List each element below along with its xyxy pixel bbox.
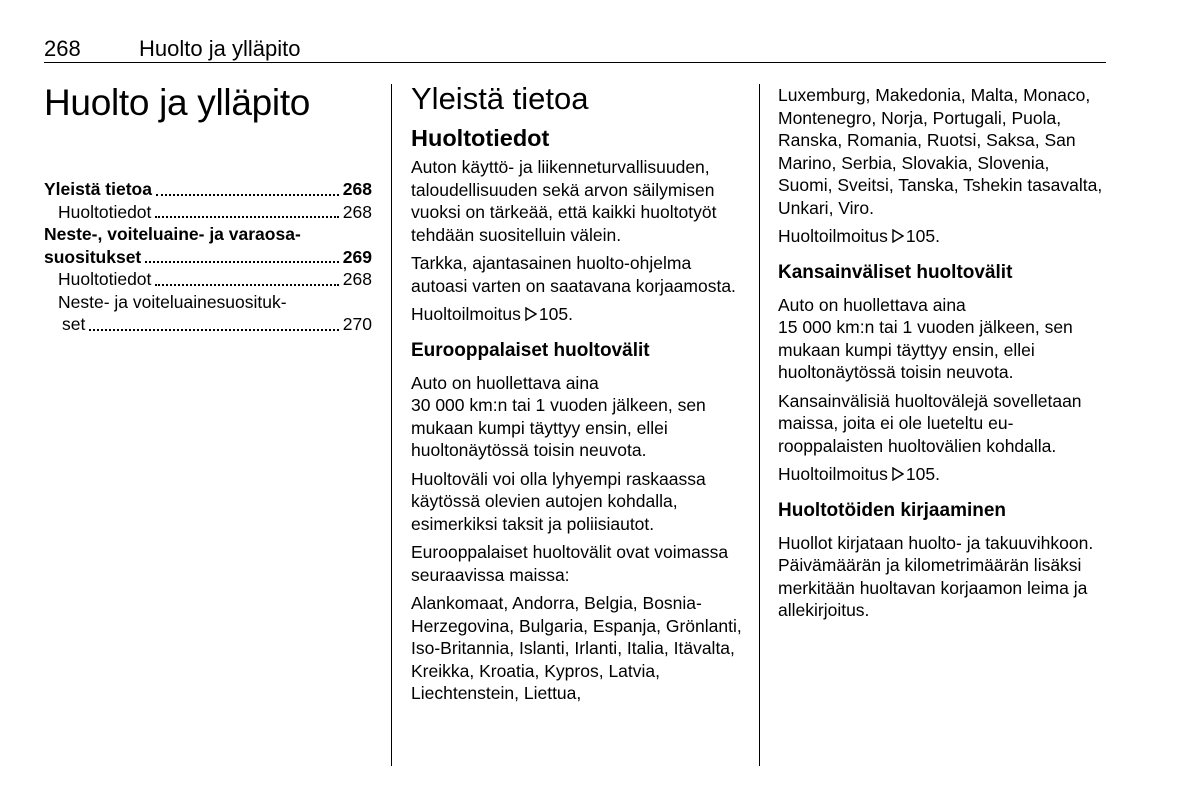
heading-service-records: Huoltotöiden kirjaaminen bbox=[778, 499, 1007, 521]
cross-reference-text: Huoltoilmoitus bbox=[778, 226, 888, 246]
page-header bbox=[44, 30, 1106, 63]
paragraph-line: Auto on huollettava aina bbox=[411, 372, 599, 393]
toc-entry-label: Huoltotiedot bbox=[58, 269, 152, 289]
toc-entry-label-line1[interactable]: Neste-, voiteluaine- ja varaosa- bbox=[44, 224, 301, 244]
toc-entry-label: Yleistä tietoa bbox=[44, 179, 152, 199]
subsection-title: Huoltotiedot bbox=[411, 125, 550, 151]
cross-reference-page: 105. bbox=[905, 464, 940, 484]
running-title: Huolto ja ylläpito bbox=[139, 36, 301, 61]
paragraph-country-list: Alankomaat, Andorra, Belgia, Bosnia-Herzegovina, Bulgaria, Espanja, Grönlanti, Iso-Britannia, Islanti, Irlanti, Italia, Itävalta, Kreikka, Kroatia, Kypros, Latvia, Liechtenstein, Liettua, bbox=[411, 593, 742, 703]
paragraph: Huollot kirjataan huolto- ja takuuvihkoon. Päivämäärän ja kilometrimäärän lisäksi merkitään huoltavan korjaamon leima ja allekirjoitus. bbox=[778, 532, 1094, 620]
column-divider bbox=[759, 84, 760, 766]
cross-reference[interactable] bbox=[411, 303, 745, 326]
cross-reference-text: Huoltoilmoitus bbox=[411, 304, 521, 324]
page-number: 268 bbox=[44, 36, 81, 61]
paragraph bbox=[411, 372, 745, 462]
toc-entry-label: suositukset bbox=[44, 246, 142, 267]
toc-entry-page: 268 bbox=[342, 269, 372, 289]
toc-entry-voiteluainesuositukset[interactable] bbox=[44, 313, 372, 336]
page-reference-arrow-icon bbox=[892, 467, 904, 481]
cross-reference-page: 105. bbox=[905, 226, 940, 246]
toc-entry-page: 268 bbox=[342, 201, 372, 222]
paragraph-country-list: Luxemburg, Makedonia, Malta, Monaco, Montenegro, Norja, Portugali, Puola, Ranska, Romania, Ruotsi, Saksa, San Marino, Serbia, Slovakia, Slovenia, Suomi, Sveitsi, Tanska, Tshekin tasavalta, Unkari, Viro. bbox=[778, 85, 1103, 218]
paragraph: Kansainvälisiä huoltovälejä sovelletaan maissa, joita ei ole lueteltu eurooppalaisten huoltovälien kohdalla. bbox=[778, 390, 1082, 456]
page-reference-arrow-icon bbox=[525, 307, 537, 321]
column-middle bbox=[411, 82, 745, 711]
toc-entry-huoltotiedot[interactable] bbox=[44, 201, 372, 224]
cross-reference-text: Huoltoilmoitus bbox=[778, 464, 888, 484]
page-reference-arrow-icon bbox=[892, 229, 904, 243]
toc-leader-dots bbox=[156, 194, 339, 196]
paragraph-line: 15 000 km:n tai 1 vuoden jälkeen, sen mukaan kumpi täyttyy ensin, ellei huoltonäytössä toisin neuvota. bbox=[778, 317, 1073, 382]
paragraph: Eurooppalaiset huoltovälit ovat voimassa seuraavissa maissa: bbox=[411, 542, 729, 585]
toc-leader-dots bbox=[145, 261, 339, 263]
toc-entry-huoltotiedot-2[interactable] bbox=[44, 268, 372, 291]
toc-entry-label-line1[interactable]: Neste- ja voiteluainesuosituk- bbox=[58, 291, 287, 312]
toc-leader-dots bbox=[155, 216, 338, 218]
paragraph bbox=[778, 294, 1108, 384]
section-title: Yleistä tietoa bbox=[411, 81, 589, 116]
toc-entry-page: 268 bbox=[342, 179, 372, 199]
paragraph-line: 30 000 km:n tai 1 vuoden jälkeen, sen mukaan kumpi täyttyy ensin, ellei huoltonäytössä toisin neuvota. bbox=[411, 395, 706, 460]
heading-international-intervals: Kansainväliset huoltovälit bbox=[778, 261, 1013, 283]
toc-entry-yleista-tietoa[interactable] bbox=[44, 178, 372, 201]
toc-leader-dots bbox=[89, 329, 338, 331]
paragraph: Huoltoväli voi olla lyhyempi raskaassa käytössä olevien autojen kohdalla, esimerkiksi taksit ja poliisiautot. bbox=[411, 468, 706, 534]
toc-entry-label: Huoltotiedot bbox=[58, 201, 152, 222]
cross-reference-page: 105. bbox=[538, 304, 573, 324]
heading-european-intervals: Eurooppalaiset huoltovälit bbox=[411, 339, 650, 361]
paragraph: Auton käyttö- ja liikenneturvallisuuden, taloudellisuuden sekä arvon säilymisen vuoksi on tärkeää, että kaikki huoltotyöt tehdään suositelluin välein. bbox=[411, 157, 717, 245]
chapter-title: Huolto ja ylläpito bbox=[44, 82, 311, 123]
paragraph-line: Auto on huollettava aina bbox=[778, 294, 966, 315]
cross-reference[interactable] bbox=[778, 463, 1108, 486]
toc-entry-page: 270 bbox=[342, 314, 372, 334]
toc-leader-dots bbox=[155, 284, 338, 286]
toc-entry-label: set bbox=[62, 314, 86, 334]
table-of-contents bbox=[44, 178, 372, 336]
toc-entry-page: 269 bbox=[342, 246, 372, 267]
cross-reference[interactable] bbox=[778, 225, 1108, 248]
toc-entry-neste-suositukset[interactable] bbox=[44, 246, 372, 269]
paragraph: Tarkka, ajantasainen huolto-ohjelma autoasi varten on saatavana korjaamosta. bbox=[411, 253, 736, 296]
column-right bbox=[778, 84, 1108, 628]
column-divider bbox=[391, 84, 392, 766]
